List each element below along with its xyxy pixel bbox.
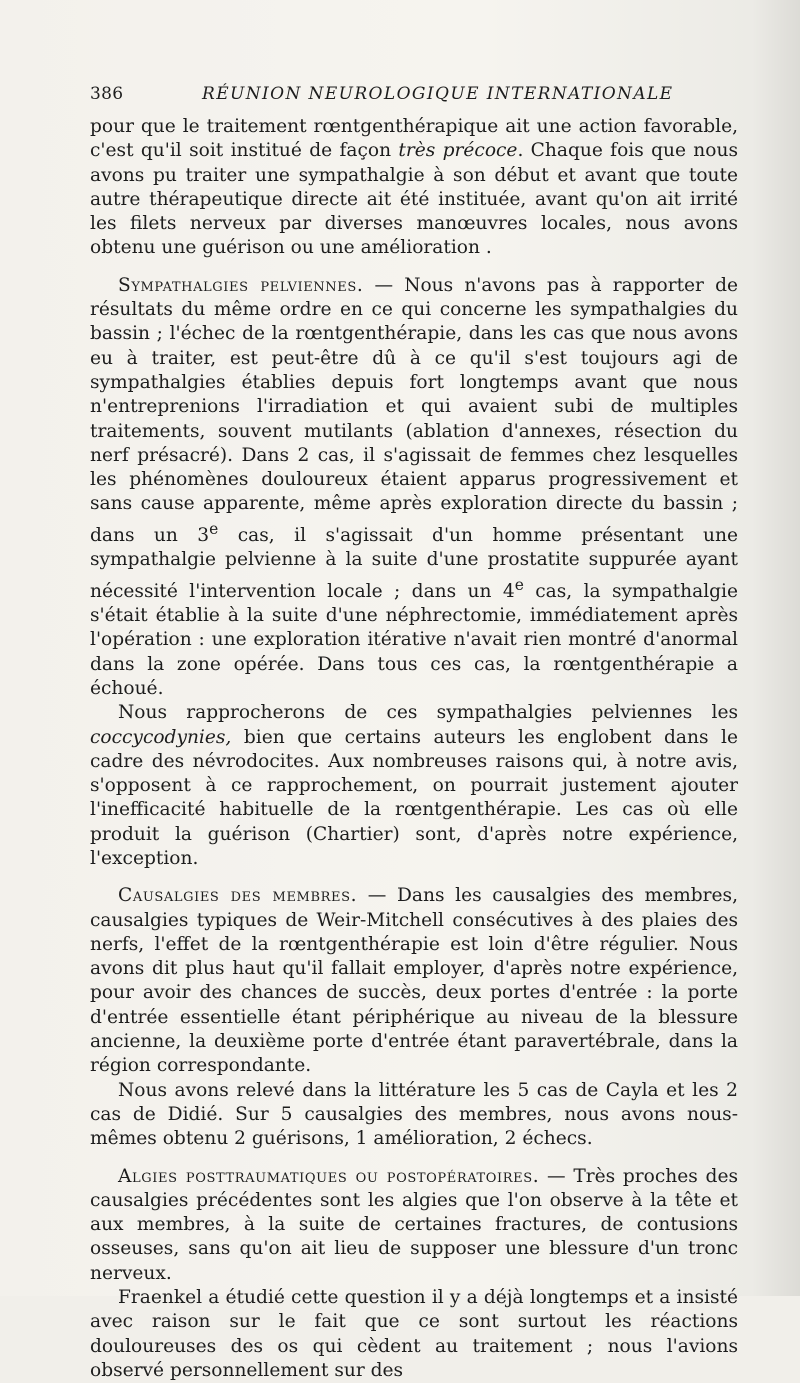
section-heading: Sympathalgies pelviennes. <box>118 274 364 296</box>
section-heading: Algies posttraumatiques ou postopératoires. <box>118 1165 540 1187</box>
paragraph-coccycodynies: Nous rapprocherons de ces sympathalgies pelviennes les coccycodynies, bien que certains auteurs les englobent dans le cadre des névrodocites. Aux nombreuses raisons qui, à notre avis, s'opposent à ce rapprochement, on pourrait justement ajouter l'inefficacité habituelle de la rœntgenthérapie. Les cas où elle produit la guérison (Chartier) sont, d'après notre expérience, l'exception. <box>90 702 738 869</box>
section-algies-posttraumatiques: Algies posttraumatiques ou postopératoires. — Très proches des causalgies précédentes sont les algies que l'on observe à la tête et aux membres, à la suite de certaines fractures, de contusions osseuses, sans qu'on ait lieu de supposer une blessure d'un tronc nerveux. <box>90 1165 738 1284</box>
page-number: 386 <box>90 84 124 104</box>
emphasis: très précoce <box>398 140 518 162</box>
running-title: RÉUNION NEUROLOGIQUE INTERNATIONALE <box>202 84 674 104</box>
paragraph-fraenkel: Fraenkel a étudié cette question il y a déjà longtemps et a insisté avec raison sur le fait que ce sont surtout les réactions douloureuses des os qui cèdent au traitement ; nous l'avions observé personnellement sur des <box>90 1287 738 1381</box>
section-sympathalgies-pelviennes: Sympathalgies pelviennes. — Nous n'avons pas à rapporter de résultats du même ordre en ce qui concerne les sympathalgies du bassin ; l'échec de la rœntgenthérapie, dans les cas que nous avons eu à traiter, est peut-être dû à ce qu'il s'est toujours agi de sympathalgies établies depuis fort longtemps avant que nous n'entreprenions l'irradiation et qui avaient subi de multiples traitements, souvent mutilants (ablation d'annexes, résection du nerf présacré). Dans 2 cas, il s'agissait de femmes chez lesquelles les phénomènes douloureux étaient apparus progressivement et sans cause apparente, même après exploration directe du bassin ; dans un 3e cas, il s'agissait d'un homme présentant une sympathalgie pelvienne à la suite d'une prostatite suppurée ayant nécessité l'intervention locale ; dans un 4e cas, la sympathalgie s'était établie à la suite d'une néphrectomie, immédiatement après l'opération : une exploration itérative n'avait rien montré d'anormal dans la zone opérée. Dans tous ces cas, la rœntgenthérapie a échoué. <box>90 274 738 699</box>
emphasis: coccycodynies, <box>90 726 232 748</box>
section-heading: Causalgies des membres. <box>118 885 358 907</box>
section-causalgies-membres: Causalgies des membres. — Dans les causalgies des membres, causalgies typiques de Weir-Mitchell consécutives à des plaies des nerfs, l'effet de la rœntgenthérapie est loin d'être régulier. Nous avons dit plus haut qu'il fallait employer, d'après notre expérience, pour avoir des chances de succès, deux portes d'entrée : la porte d'entrée essentielle étant périphérique au niveau de la blessure ancienne, la deuxième porte d'entrée étant paravertébrale, dans la région correspondante. <box>90 885 738 1077</box>
running-header <box>90 84 740 110</box>
paragraph-continuation: pour que le traitement rœntgenthérapique ait une action favorable, c'est qu'il soit institué de façon très précoce. Chaque fois que nous avons pu traiter une sympathalgie à son début et avant que toute autre thérapeutique directe ait été instituée, avant qu'on ait irrité les filets nerveux par diverses manœuvres locales, nous avons obtenu une guérison ou une amélioration . <box>90 116 738 259</box>
paragraph-litterature: Nous avons relevé dans la littérature les 5 cas de Cayla et les 2 cas de Didié. Sur 5 causalgies des membres, nous avons nous-mêmes obtenu 2 guérisons, 1 amélioration, 2 échecs. <box>90 1079 738 1150</box>
page-body <box>90 115 738 1383</box>
